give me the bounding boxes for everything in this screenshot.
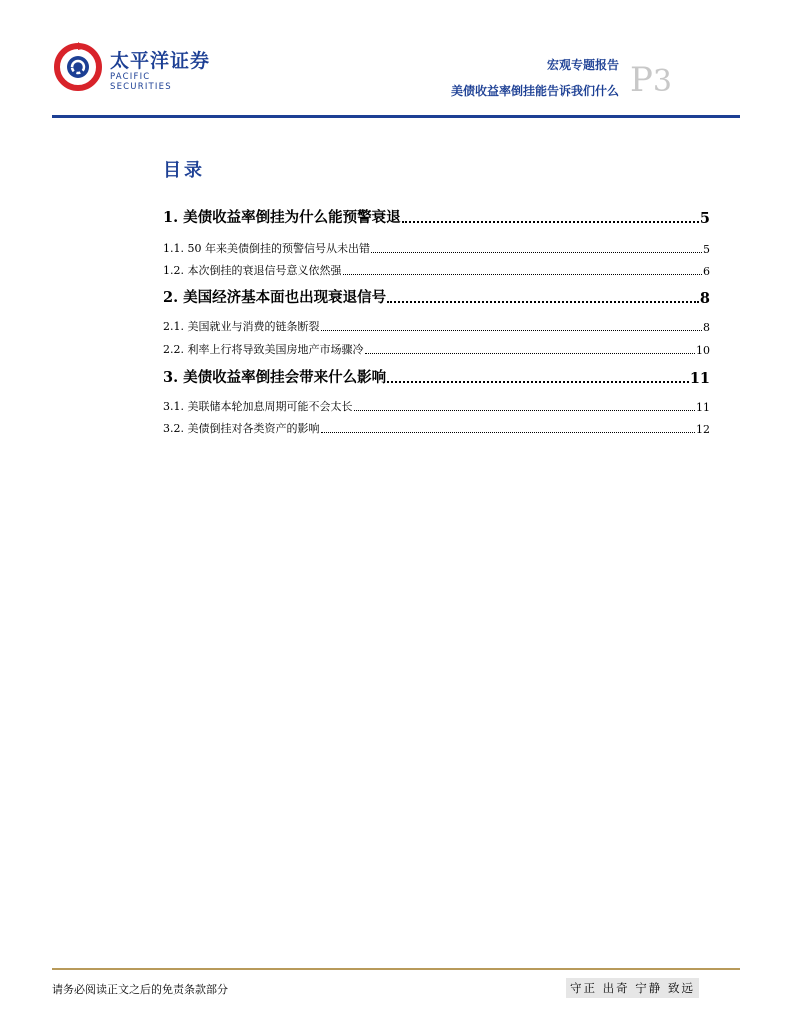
toc-leader-dots	[321, 329, 703, 331]
toc-entry[interactable]	[163, 318, 710, 334]
report-type: 宏观专题报告	[546, 58, 619, 72]
toc-entry-label: 1. 美债收益率倒挂为什么能预警衰退	[163, 209, 401, 226]
toc-leader-dots	[321, 431, 696, 433]
company-name-cn: 太平洋证券	[110, 50, 211, 72]
logo-mark-icon	[52, 40, 104, 92]
toc-entry-label: 2. 美国经济基本面也出现衰退信号	[163, 289, 387, 306]
toc-entry-label: 3. 美债收益率倒挂会带来什么影响	[163, 369, 387, 386]
toc-entry[interactable]	[163, 366, 710, 387]
company-name-en: PACIFIC SECURITIES	[110, 72, 172, 92]
company-logo	[52, 40, 212, 96]
toc-entry-page: 11	[696, 401, 710, 414]
toc-entry[interactable]	[163, 398, 710, 414]
toc-entry-page: 6	[703, 265, 710, 278]
toc-entry-page: 10	[696, 344, 710, 357]
page-number-value: 3	[652, 64, 672, 99]
toc-leader-dots	[387, 380, 689, 383]
toc-leader-dots	[365, 352, 696, 354]
toc-entry-page: 8	[703, 321, 710, 334]
page-prefix: P	[630, 60, 653, 100]
toc-leader-dots	[343, 273, 703, 275]
toc-entry[interactable]	[163, 286, 710, 307]
toc-entry-label: 3.1. 美联储本轮加息周期可能不会太长	[163, 400, 353, 413]
toc-entry-label: 2.2. 利率上行将导致美国房地产市场骤冷	[163, 343, 364, 356]
header-divider	[52, 115, 740, 118]
toc-entry[interactable]	[163, 240, 710, 256]
toc-entry-label: 3.2. 美债倒挂对各类资产的影响	[163, 422, 320, 435]
toc-leader-dots	[371, 251, 702, 253]
footer-motto: 守正 出奇 宁静 致远	[566, 978, 699, 998]
toc-entry-page: 5	[699, 210, 710, 227]
toc-entry-page: 8	[699, 290, 710, 307]
toc-entry-page: 12	[696, 423, 710, 436]
toc-entry-page: 5	[703, 243, 710, 256]
footer-divider	[52, 968, 740, 970]
toc-entry[interactable]	[163, 262, 710, 278]
toc-entry[interactable]	[163, 420, 710, 436]
toc-entry-label: 1.2. 本次倒挂的衰退信号意义依然强	[163, 264, 342, 277]
toc-leader-dots	[402, 220, 699, 223]
toc-entry-label: 1.1. 50 年来美债倒挂的预警信号从未出错	[163, 242, 370, 255]
toc-leader-dots	[354, 409, 696, 411]
footer-disclaimer: 请务必阅读正文之后的免责条款部分	[52, 983, 228, 996]
toc-entry-page: 11	[689, 370, 710, 387]
page-number	[630, 60, 672, 100]
toc-entry-label: 2.1. 美国就业与消费的链条断裂	[163, 320, 320, 333]
toc-entry[interactable]	[163, 206, 710, 227]
toc-leader-dots	[387, 300, 699, 303]
report-title: 美债收益率倒挂能告诉我们什么	[450, 84, 619, 98]
toc-heading: 目录	[163, 160, 205, 181]
toc-entry[interactable]	[163, 341, 710, 357]
